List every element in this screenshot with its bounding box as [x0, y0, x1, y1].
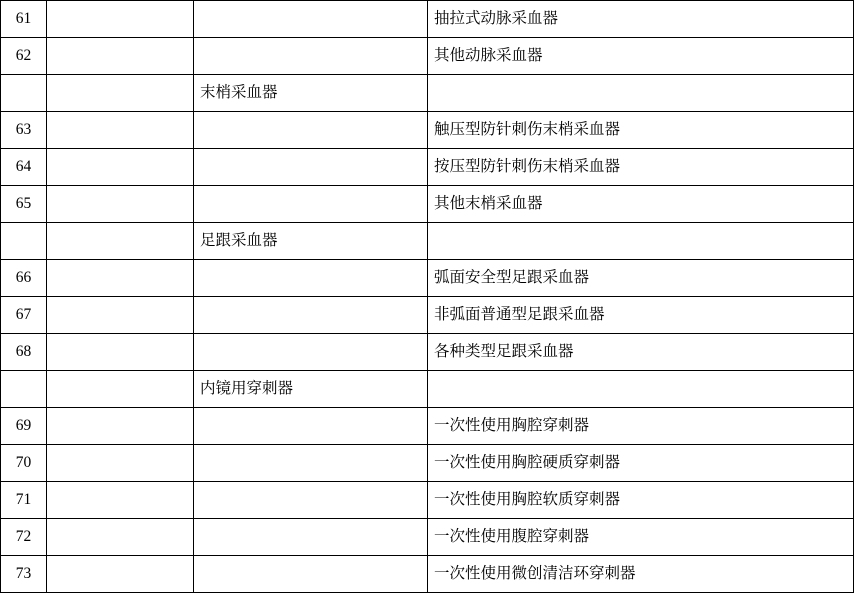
cell-product-name: 触压型防针刺伤末梢采血器: [428, 112, 854, 149]
cell-product-name: 其他末梢采血器: [428, 186, 854, 223]
cell-primary-category: [47, 371, 194, 408]
table-row: [1, 371, 854, 408]
cell-product-name: 弧面安全型足跟采血器: [428, 260, 854, 297]
cell-secondary-category: [194, 112, 428, 149]
cell-product-name: 一次性使用微创清洁环穿刺器: [428, 556, 854, 593]
cell-primary-category: [47, 38, 194, 75]
table-row: [1, 149, 854, 186]
cell-serial-number: 63: [1, 112, 47, 149]
cell-primary-category: [47, 297, 194, 334]
cell-primary-category: [47, 75, 194, 112]
table-row: [1, 75, 854, 112]
cell-serial-number: 66: [1, 260, 47, 297]
cell-secondary-category: [194, 186, 428, 223]
cell-product-name: 一次性使用胸腔硬质穿刺器: [428, 445, 854, 482]
cell-product-name: 一次性使用胸腔穿刺器: [428, 408, 854, 445]
cell-serial-number: 72: [1, 519, 47, 556]
cell-secondary-category: [194, 519, 428, 556]
cell-secondary-category: [194, 1, 428, 38]
cell-primary-category: [47, 334, 194, 371]
table-row: [1, 482, 854, 519]
cell-primary-category: [47, 556, 194, 593]
cell-primary-category: [47, 149, 194, 186]
cell-secondary-category: [194, 556, 428, 593]
cell-product-name: [428, 371, 854, 408]
cell-product-name: 按压型防针刺伤末梢采血器: [428, 149, 854, 186]
cell-primary-category: [47, 408, 194, 445]
cell-primary-category: [47, 1, 194, 38]
cell-product-name: [428, 75, 854, 112]
cell-serial-number: [1, 75, 47, 112]
table-row: [1, 260, 854, 297]
cell-secondary-category: 内镜用穿刺器: [194, 371, 428, 408]
cell-serial-number: 71: [1, 482, 47, 519]
cell-primary-category: [47, 482, 194, 519]
cell-secondary-category: [194, 482, 428, 519]
cell-primary-category: [47, 223, 194, 260]
table-row: [1, 408, 854, 445]
cell-serial-number: 65: [1, 186, 47, 223]
cell-product-name: 非弧面普通型足跟采血器: [428, 297, 854, 334]
cell-product-name: 抽拉式动脉采血器: [428, 1, 854, 38]
table-row: [1, 223, 854, 260]
table-row: [1, 1, 854, 38]
cell-secondary-category: 末梢采血器: [194, 75, 428, 112]
cell-secondary-category: [194, 297, 428, 334]
cell-primary-category: [47, 519, 194, 556]
cell-serial-number: [1, 371, 47, 408]
cell-primary-category: [47, 260, 194, 297]
cell-serial-number: [1, 223, 47, 260]
cell-secondary-category: [194, 445, 428, 482]
cell-primary-category: [47, 186, 194, 223]
table-row: [1, 297, 854, 334]
cell-product-name: [428, 223, 854, 260]
cell-product-name: 其他动脉采血器: [428, 38, 854, 75]
cell-primary-category: [47, 112, 194, 149]
table-row: [1, 186, 854, 223]
cell-serial-number: 62: [1, 38, 47, 75]
table-row: [1, 556, 854, 593]
table-row: [1, 334, 854, 371]
table-row: [1, 519, 854, 556]
table-row: [1, 112, 854, 149]
cell-product-name: 各种类型足跟采血器: [428, 334, 854, 371]
cell-serial-number: 68: [1, 334, 47, 371]
cell-serial-number: 69: [1, 408, 47, 445]
cell-product-name: 一次性使用胸腔软质穿刺器: [428, 482, 854, 519]
table-row: [1, 38, 854, 75]
table-row: [1, 445, 854, 482]
cell-secondary-category: 足跟采血器: [194, 223, 428, 260]
cell-serial-number: 61: [1, 1, 47, 38]
cell-secondary-category: [194, 149, 428, 186]
cell-serial-number: 67: [1, 297, 47, 334]
catalog-table-body: [1, 1, 854, 593]
cell-serial-number: 64: [1, 149, 47, 186]
cell-secondary-category: [194, 38, 428, 75]
cell-secondary-category: [194, 260, 428, 297]
cell-serial-number: 70: [1, 445, 47, 482]
cell-serial-number: 73: [1, 556, 47, 593]
cell-secondary-category: [194, 334, 428, 371]
cell-primary-category: [47, 445, 194, 482]
cell-secondary-category: [194, 408, 428, 445]
cell-product-name: 一次性使用腹腔穿刺器: [428, 519, 854, 556]
